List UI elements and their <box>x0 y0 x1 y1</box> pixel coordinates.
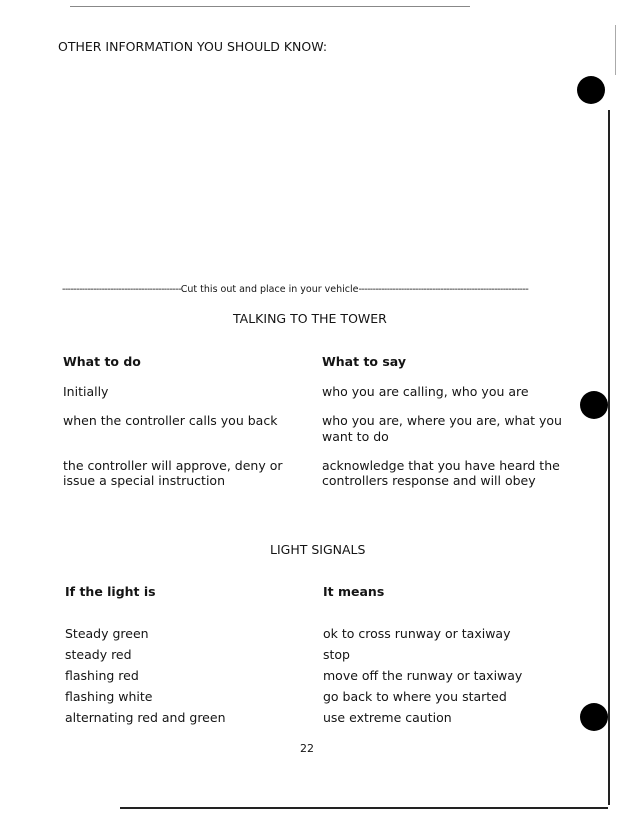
light-row3-signal: flashing red <box>65 668 139 683</box>
tower-row2-say-line1: who you are, where you are, what you <box>322 413 562 428</box>
light-row4-meaning: go back to where you started <box>323 689 507 704</box>
light-row3-meaning: move off the runway or taxiway <box>323 668 523 683</box>
light-col1-header: If the light is <box>65 584 156 599</box>
section-header: OTHER INFORMATION YOU SHOULD KNOW: <box>58 39 328 54</box>
bottom-edge-line <box>120 807 608 809</box>
light-row5-meaning: use extreme caution <box>323 710 452 725</box>
top-edge-line <box>70 6 470 7</box>
light-row2-meaning: stop <box>323 647 350 662</box>
light-row1-signal: Steady green <box>65 626 149 641</box>
cut-line-left-dashes: ------------------------------------------ <box>62 284 181 295</box>
tower-row3-say-line1: acknowledge that you have heard the <box>322 458 560 473</box>
page-number: 22 <box>300 742 314 755</box>
right-edge-line-lower <box>608 110 610 805</box>
binder-hole-middle <box>580 391 608 419</box>
right-edge-line <box>615 25 616 75</box>
tower-row3-do-line1: the controller will approve, deny or <box>63 458 283 473</box>
cut-line-label: Cut this out and place in your vehicle <box>180 284 359 295</box>
tower-row3-do-line2: issue a special instruction <box>63 473 225 488</box>
binder-hole-bottom <box>580 703 608 731</box>
light-row5-signal: alternating red and green <box>65 710 226 725</box>
tower-row3-say-line2: controllers response and will obey <box>322 473 536 488</box>
tower-row1-say: who you are calling, who you are <box>322 384 529 399</box>
tower-title: TALKING TO THE TOWER <box>233 311 387 326</box>
light-row4-signal: flashing white <box>65 689 153 704</box>
tower-row2-say-line2: want to do <box>322 429 389 444</box>
tower-col2-header: What to say <box>322 354 407 369</box>
tower-col1-header: What to do <box>63 354 141 369</box>
binder-hole-top <box>577 76 605 104</box>
cut-line-right-dashes: ------------------------------------------------------------ <box>358 284 529 295</box>
light-col2-header: It means <box>323 584 385 599</box>
light-title: LIGHT SIGNALS <box>270 542 366 557</box>
cut-line <box>62 284 528 295</box>
light-row2-signal: steady red <box>65 647 132 662</box>
tower-row2-do: when the controller calls you back <box>63 413 278 428</box>
tower-row1-do: Initially <box>63 384 109 399</box>
light-row1-meaning: ok to cross runway or taxiway <box>323 626 511 641</box>
